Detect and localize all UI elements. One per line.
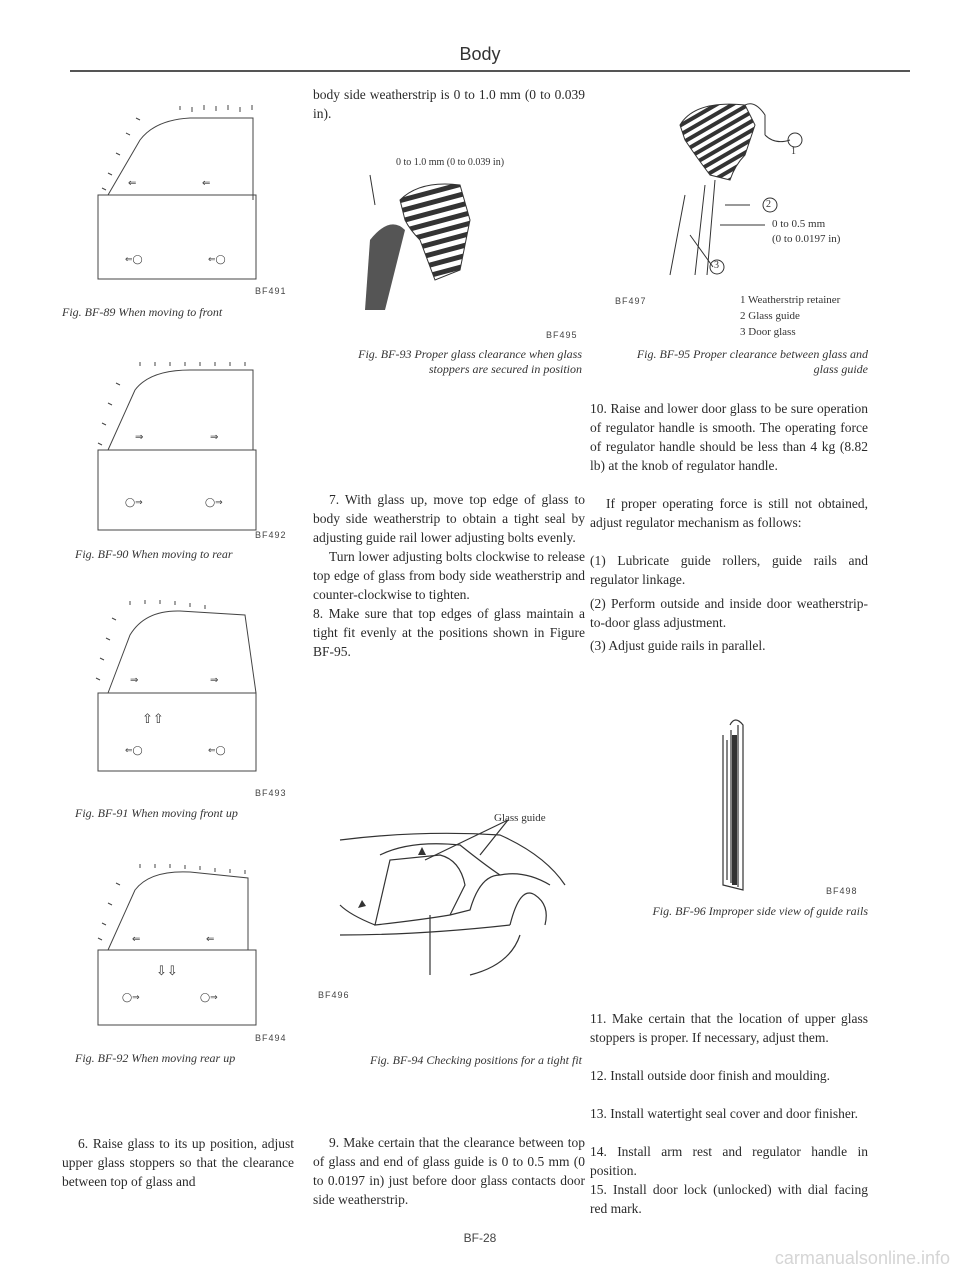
fig-bf89-drawing [80, 100, 290, 285]
step-11: 11. Make certain that the location of upper glass stoppers is proper. If necessary, adjust them. [590, 1011, 868, 1045]
step-7: 7. With glass up, move top edge of glass to body side weatherstrip to obtain a tight seal by adjusting guide rail lower adjusting bolts evenly. [313, 492, 585, 545]
svg-text:⇧⇧: ⇧⇧ [142, 711, 164, 726]
fig-code: BF492 [255, 530, 287, 540]
svg-text:⇐: ⇐ [128, 178, 137, 189]
svg-text:⇩⇩: ⇩⇩ [156, 963, 178, 978]
legend-2: 2 Glass guide [740, 310, 800, 322]
svg-text:◯⇒: ◯⇒ [122, 992, 140, 1002]
legend-1: 1 Weatherstrip retainer [740, 294, 841, 306]
svg-text:⇒: ⇒ [210, 432, 219, 443]
step-14: 14. Install arm rest and regulator handle in position. [590, 1144, 868, 1178]
header-rule [70, 70, 910, 72]
svg-text:⇐◯: ⇐◯ [208, 745, 226, 755]
svg-text:⇒: ⇒ [130, 675, 139, 686]
fig-code: BF497 [615, 296, 647, 306]
fig-caption: Fig. BF-96 Improper side view of guide rails [652, 904, 868, 918]
fig93-dimension-label: 0 to 1.0 mm (0 to 0.039 in) [395, 157, 505, 168]
page-number: BF-28 [463, 1231, 497, 1245]
step-13: 13. Install watertight seal cover and door finisher. [590, 1106, 859, 1121]
svg-text:◯⇒: ◯⇒ [125, 497, 143, 507]
fig-caption: Fig. BF-92 When moving rear up [75, 1051, 236, 1065]
fig-bf94-drawing [320, 815, 580, 990]
step-12: 12. Install outside door finish and moulding. [590, 1068, 830, 1083]
svg-text:⇐◯: ⇐◯ [208, 254, 226, 264]
fig-bf90-drawing [80, 360, 290, 535]
fig-bf96-drawing [705, 715, 765, 895]
callout-1: 1 [791, 146, 796, 157]
fig-bf92-drawing [80, 860, 290, 1030]
substep-1: (1) Lubricate guide rollers, guide rails and regulator linkage. [590, 553, 868, 587]
legend-3: 3 Door glass [740, 326, 796, 338]
step-6: 6. Raise glass to its up position, adjust upper glass stoppers so that the clearance between top of glass and [62, 1136, 294, 1189]
callout-3: 3 [714, 260, 719, 271]
svg-text:⇐: ⇐ [202, 178, 211, 189]
step-8: 8. Make sure that top edges of glass maintain a tight fit evenly at the positions shown in Figure BF-95. [313, 606, 585, 659]
step-10: 10. Raise and lower door glass to be sure operation of regulator handle is smooth. The operating force of regulator handle should be less than 4 kg (8.82 lb) at the knob of regulator handle. [590, 401, 868, 473]
step-7-note: Turn lower adjusting bolts clockwise to release top edge of glass from body side weatherstrip and counter-clockwise to tighten. [313, 549, 585, 602]
step-10-note: If proper operating force is still not obtained, adjust regulator mechanism as follows: [590, 496, 868, 530]
page-title: Body [459, 44, 501, 64]
svg-text:⇒: ⇒ [135, 432, 144, 443]
fig-bf95-drawing [665, 95, 895, 285]
svg-text:⇒: ⇒ [210, 675, 219, 686]
step-15: 15. Install door lock (unlocked) with dial facing red mark. [590, 1182, 868, 1216]
svg-text:⇐: ⇐ [206, 934, 215, 945]
fig-caption: Fig. BF-90 When moving to rear [75, 547, 233, 561]
fig-caption: Fig. BF-91 When moving front up [75, 806, 238, 820]
fig-caption: Fig. BF-95 Proper clearance between glass and glass guide [636, 347, 868, 376]
fig-caption: Fig. BF-89 When moving to front [62, 305, 223, 319]
substep-3: (3) Adjust guide rails in parallel. [590, 638, 766, 653]
svg-text:⇐◯: ⇐◯ [125, 745, 143, 755]
fig-code: BF495 [546, 330, 578, 340]
step-9: 9. Make certain that the clearance between top of glass and end of glass guide is 0 to 0.5 mm (0 to 0.0197 in) just before door glass contacts door side weatherstrip. [313, 1135, 585, 1207]
svg-text:⇐◯: ⇐◯ [125, 254, 143, 264]
fig95-dim1: 0 to 0.5 mm [772, 218, 826, 230]
fig-bf93-drawing [350, 170, 550, 320]
fig95-dim2: (0 to 0.0197 in) [772, 233, 841, 245]
fig-caption: Fig. BF-94 Checking positions for a tight fit [370, 1053, 582, 1067]
fig-caption: Fig. BF-93 Proper glass clearance when glass stoppers are secured in position [358, 347, 582, 376]
svg-text:◯⇒: ◯⇒ [200, 992, 218, 1002]
glass-guide-label: Glass guide [494, 812, 546, 824]
fig-code: BF493 [255, 788, 287, 798]
watermark: carmanualsonline.info [774, 1248, 950, 1268]
substep-2: (2) Perform outside and inside door weatherstrip-to-door glass adjustment. [590, 596, 868, 630]
callout-2: 2 [766, 199, 771, 210]
fig-code: BF494 [255, 1033, 287, 1043]
continuation-text: body side weatherstrip is 0 to 1.0 mm (0 to 0.039 in). [313, 87, 585, 121]
fig-code: BF496 [318, 990, 350, 1000]
svg-text:⇐: ⇐ [132, 934, 141, 945]
fig-code: BF498 [826, 886, 858, 896]
fig-bf91-drawing [80, 595, 290, 775]
fig-code: BF491 [255, 286, 287, 296]
svg-text:◯⇒: ◯⇒ [205, 497, 223, 507]
